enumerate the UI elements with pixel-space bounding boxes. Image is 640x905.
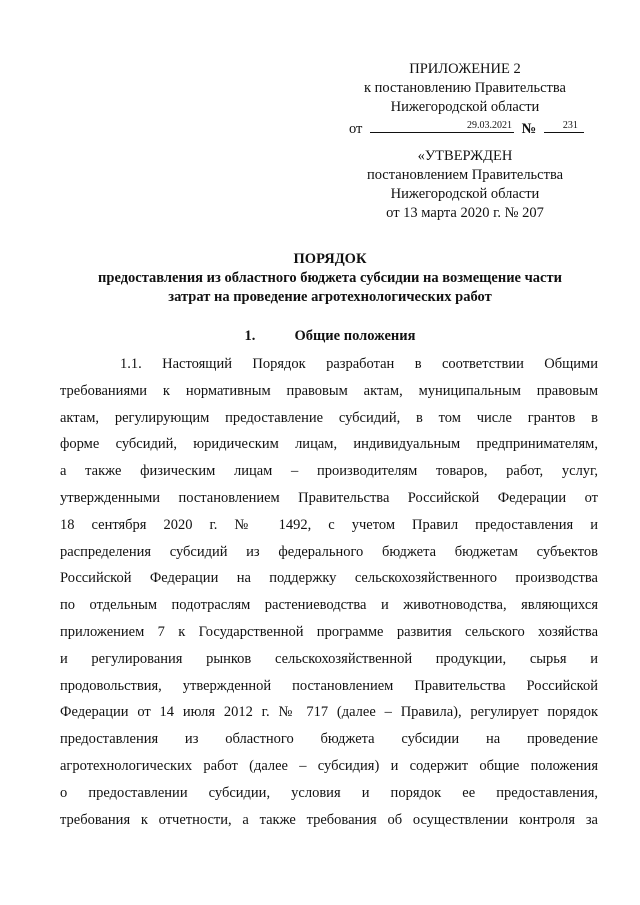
paragraph-line: а также физическим лицам – производителям товаров, работ, услуг, xyxy=(60,463,598,480)
paragraph-line: форме субсидий, юридическим лицам, индивидуальным предпринимателям, xyxy=(60,436,598,453)
paragraph-line: актам, регулирующим предоставление субсидий, в том числе грантов в xyxy=(60,409,598,426)
approved-block xyxy=(340,147,590,223)
section-title: Общие положения xyxy=(294,328,416,344)
approved-line: постановлением Правительства xyxy=(366,167,564,183)
title-heading: ПОРЯДОК xyxy=(293,251,367,267)
appendix-line: Нижегородской области xyxy=(390,99,540,115)
paragraph-line: продовольствия, утвержденной постановлением Правительства Российской xyxy=(60,677,598,694)
paragraph-line: и регулирования рынков сельскохозяйственной продукции, сырья и xyxy=(60,650,598,667)
approved-line: от 13 марта 2020 г. № 207 xyxy=(386,205,544,221)
section-heading xyxy=(60,327,600,346)
paragraph-line: 18 сентября 2020 г. № 1492, с учетом Правил предоставления и xyxy=(60,516,598,533)
approved-line: Нижегородской области xyxy=(390,186,540,202)
appendix-title: ПРИЛОЖЕНИЕ 2 xyxy=(409,61,521,77)
paragraph-line: Российской Федерации на поддержку сельскохозяйственного производства xyxy=(60,570,598,587)
title-subtitle-line: предоставления из областного бюджета субсидии на возмещение части xyxy=(98,270,562,286)
paragraph-line: Федерации от 14 июля 2012 г. № 717 (далее – Правила), регулирует порядок xyxy=(60,704,598,721)
paragraph-line: по отдельным подотраслям растениеводства и животноводства, являющихся xyxy=(60,597,598,614)
approved-line: «УТВЕРЖДЕН xyxy=(417,148,513,164)
paragraph-line: о предоставлении субсидии, условия и порядок ее предоставления, xyxy=(60,784,598,801)
paragraph-1-1 xyxy=(60,351,598,833)
section-number: 1. xyxy=(244,328,256,344)
paragraph-line: распределения субсидий из федерального бюджета бюджетам субъектов xyxy=(60,543,598,560)
document-title xyxy=(60,250,600,307)
ref-date-blank xyxy=(370,117,514,133)
appendix-line: к постановлению Правительства xyxy=(364,80,566,96)
paragraph-line: предоставления из областного бюджета субсидии на проведение xyxy=(60,731,598,748)
ref-number: 231 xyxy=(562,120,578,131)
ref-number-label: № xyxy=(521,121,537,137)
paragraph-line: агротехнологических работ (далее – субсидия) и содержит общие положения xyxy=(60,757,598,774)
paragraph-line: утвержденными постановлением Правительства Российской Федерации от xyxy=(60,489,598,506)
ref-number-blank xyxy=(544,117,584,133)
paragraph-line: 1.1. Настоящий Порядок разработан в соответствии Общими xyxy=(120,356,598,372)
paragraph-line: приложением 7 к Государственной программе развития сельского хозяйства xyxy=(60,623,598,640)
paragraph-line: требования к отчетности, а также требования об осуществлении контроля за xyxy=(60,811,598,828)
paragraph-line: требованиями к нормативным правовым актам, муниципальным правовым xyxy=(60,382,598,399)
appendix-reference-line xyxy=(349,117,584,139)
ref-date: 29.03.2021 xyxy=(467,120,513,131)
ref-prefix: от xyxy=(349,121,363,137)
appendix-block xyxy=(340,60,590,117)
title-subtitle-line: затрат на проведение агротехнологических работ xyxy=(168,289,492,305)
